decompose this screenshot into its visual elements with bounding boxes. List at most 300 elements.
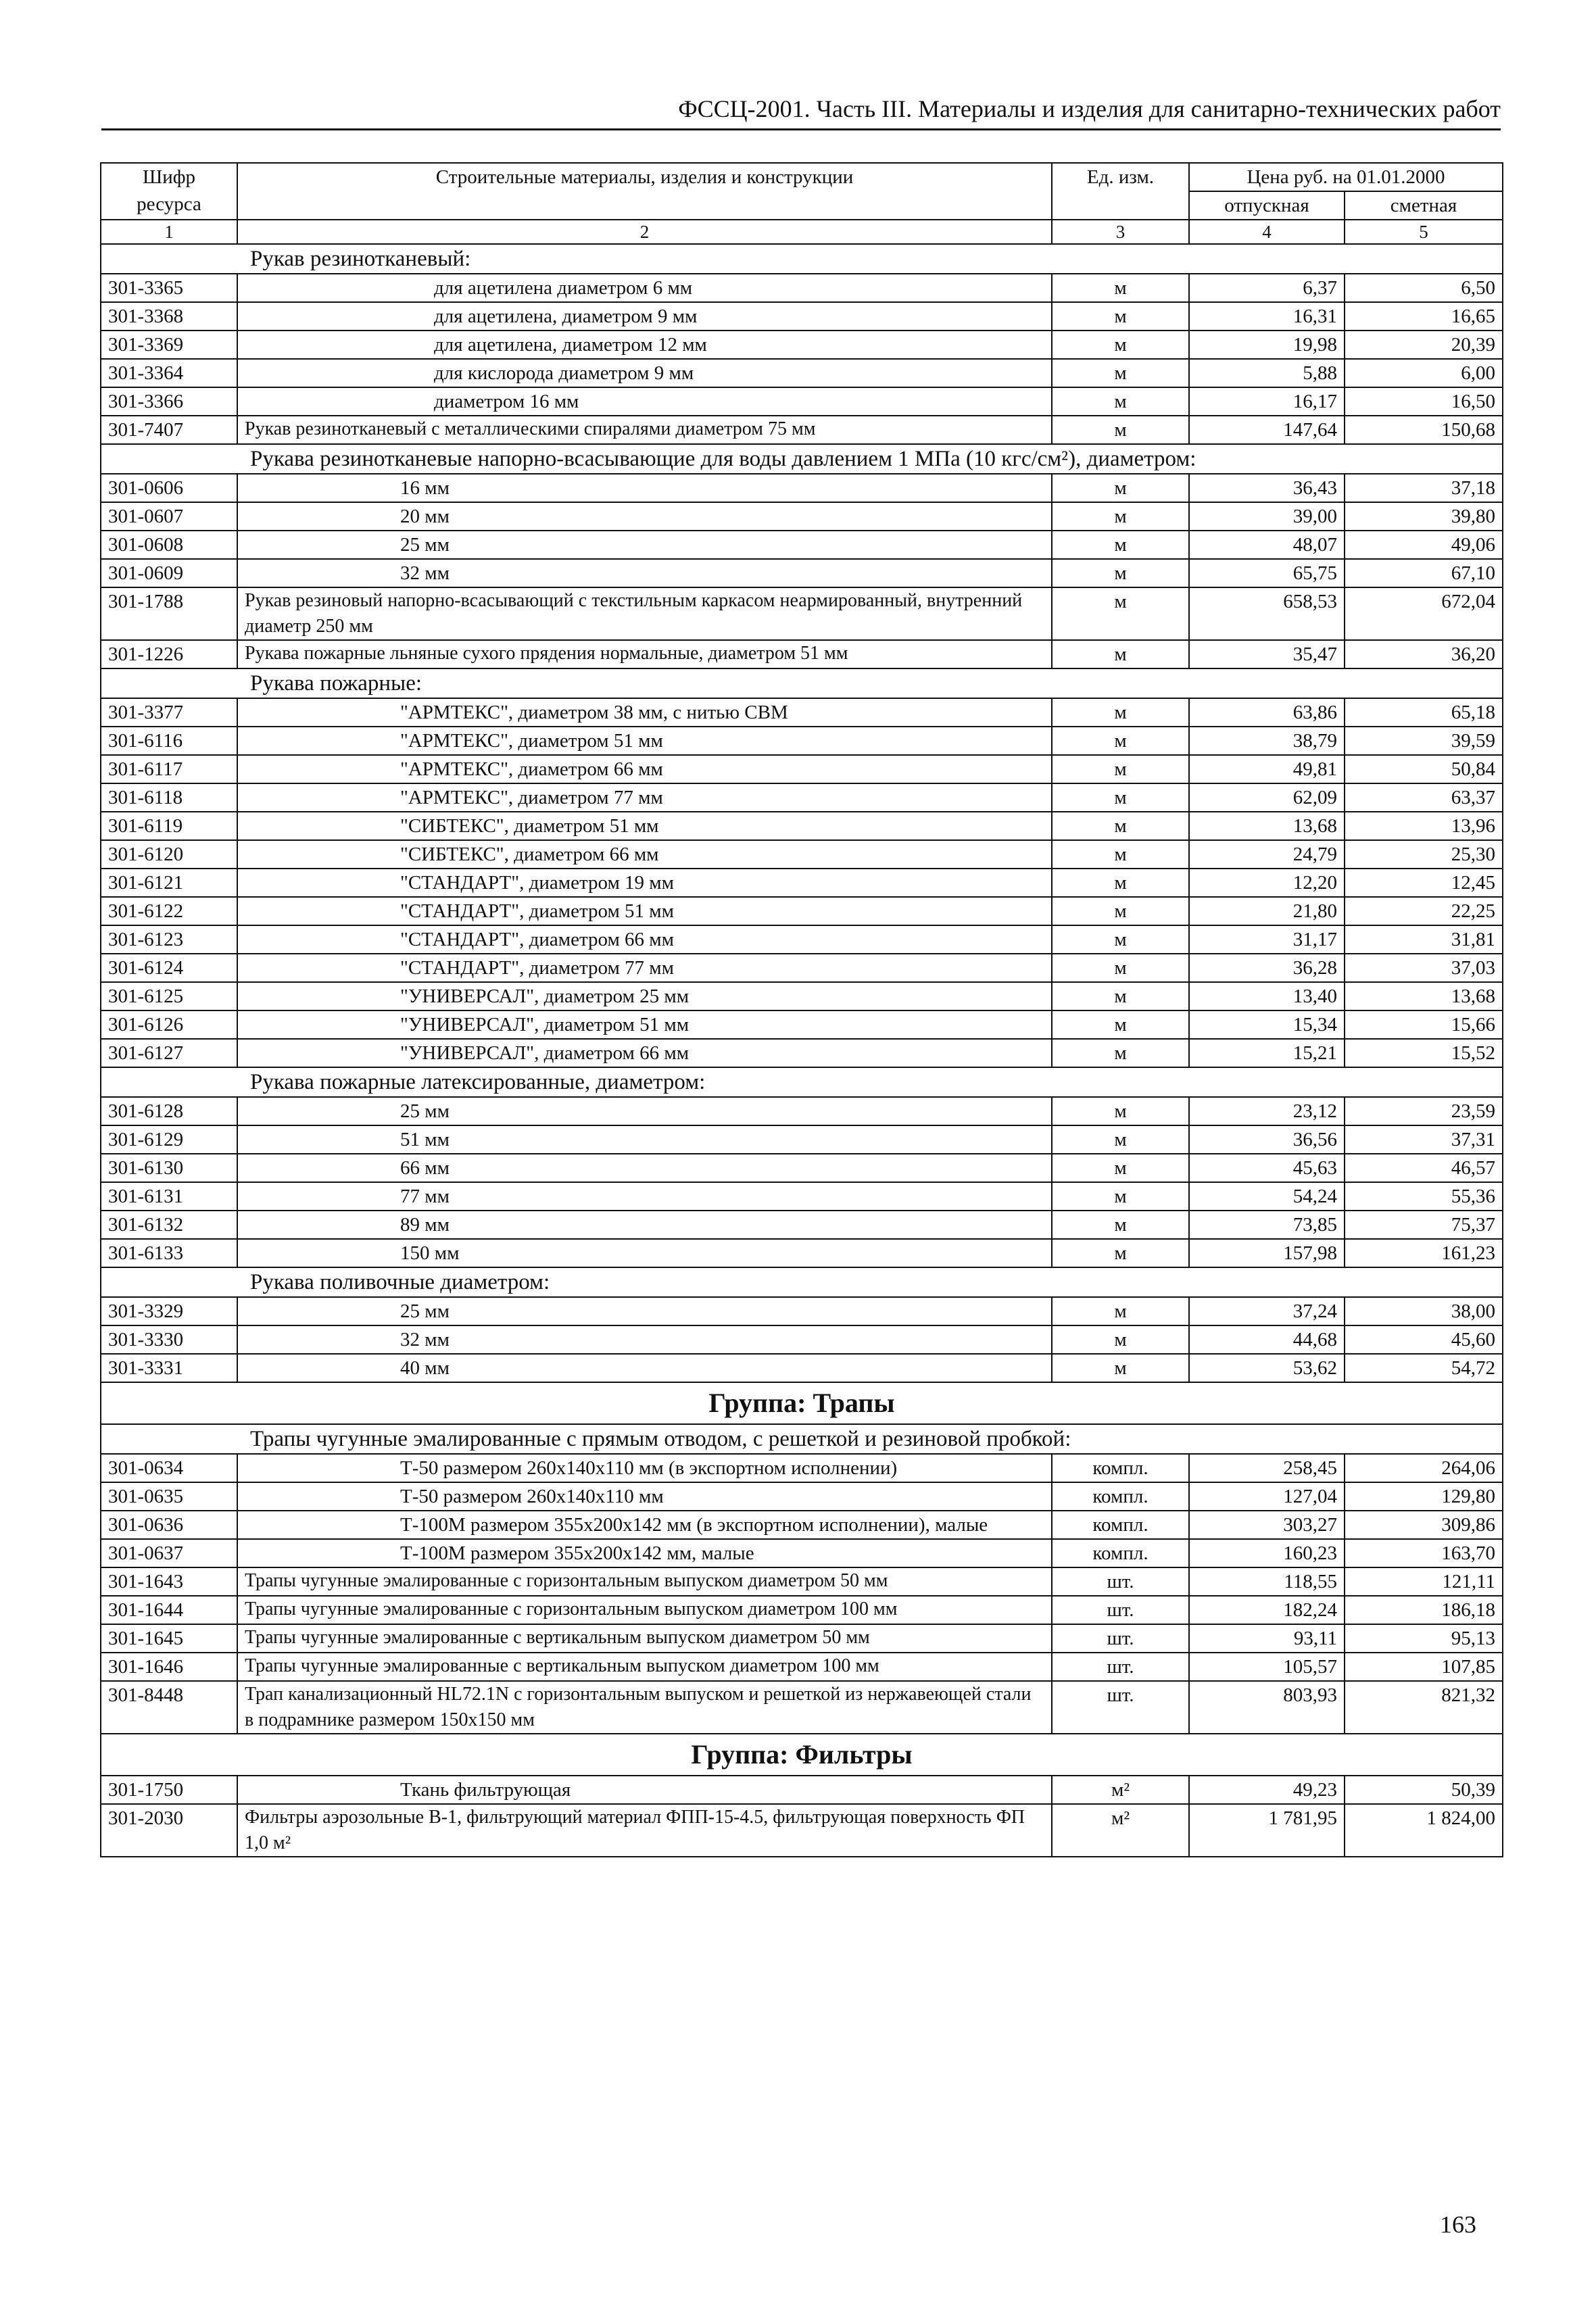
release-price-cell: 127,04 [1189,1482,1345,1511]
estimate-price-cell: 55,36 [1345,1182,1503,1211]
release-price-cell: 73,85 [1189,1211,1345,1239]
material-name-cell: "АРМТЕКС", диаметром 66 мм [237,755,1052,783]
estimate-price-cell: 37,18 [1345,474,1503,502]
material-name-cell: 32 мм [237,1325,1052,1354]
table-row [101,1097,1503,1125]
table-row [101,755,1503,783]
header-code: Шифр ресурса [101,163,237,220]
resource-code-cell: 301-6116 [101,727,237,755]
unit-cell: м² [1052,1804,1189,1857]
unit-cell: шт. [1052,1624,1189,1653]
material-name-cell: "УНИВЕРСАЛ", диаметром 66 мм [237,1039,1052,1067]
unit-cell: м [1052,640,1189,668]
material-name-cell: "УНИВЕРСАЛ", диаметром 25 мм [237,982,1052,1010]
unit-cell: м [1052,869,1189,897]
estimate-price-cell: 65,18 [1345,698,1503,727]
estimate-price-cell: 161,23 [1345,1239,1503,1267]
material-name-cell: Рукава пожарные льняные сухого прядения нормальные, диаметром 51 мм [237,640,1052,668]
release-price-cell: 258,45 [1189,1454,1345,1482]
estimate-price-cell: 15,52 [1345,1039,1503,1067]
unit-cell: м [1052,1010,1189,1039]
material-name-cell: 32 мм [237,559,1052,587]
material-name-cell: Т-50 размером 260x140x110 мм [237,1482,1052,1511]
unit-cell: м [1052,1154,1189,1182]
table-row [101,1681,1503,1734]
estimate-price-cell: 67,10 [1345,559,1503,587]
release-price-cell: 54,24 [1189,1182,1345,1211]
header-unit: Ед. изм. [1052,163,1189,220]
resource-code-cell: 301-8448 [101,1681,237,1734]
estimate-price-cell: 6,00 [1345,359,1503,387]
resource-code-cell: 301-6121 [101,869,237,897]
estimate-price-cell: 50,84 [1345,755,1503,783]
table-row [101,1297,1503,1325]
estimate-price-cell: 39,80 [1345,502,1503,531]
table-row [101,869,1503,897]
table-row [101,897,1503,925]
release-price-cell: 118,55 [1189,1567,1345,1596]
release-price-cell: 147,64 [1189,416,1345,444]
material-name-cell: 25 мм [237,1297,1052,1325]
unit-cell: м [1052,954,1189,982]
material-name-cell: для ацетилена диаметром 6 мм [237,274,1052,302]
material-name-cell: 25 мм [237,1097,1052,1125]
release-price-cell: 63,86 [1189,698,1345,727]
release-price-cell: 49,23 [1189,1776,1345,1804]
group-heading-row [101,1382,1503,1424]
release-price-cell: 13,68 [1189,812,1345,840]
resource-code-cell: 301-6131 [101,1182,237,1211]
estimate-price-cell: 39,59 [1345,727,1503,755]
unit-cell: м [1052,1325,1189,1354]
table-row [101,1354,1503,1382]
unit-cell: м [1052,302,1189,331]
resource-code-cell: 301-0606 [101,474,237,502]
release-price-cell: 1 781,95 [1189,1804,1345,1857]
section-heading: Рукава поливочные диаметром: [101,1267,1503,1297]
section-heading: Рукав резинотканевый: [101,244,1503,274]
release-price-cell: 658,53 [1189,587,1345,640]
material-name-cell: 51 мм [237,1125,1052,1154]
estimate-price-cell: 309,86 [1345,1511,1503,1539]
material-name-cell: 66 мм [237,1154,1052,1182]
unit-cell: м [1052,474,1189,502]
table-row [101,1211,1503,1239]
resource-code-cell: 301-1750 [101,1776,237,1804]
unit-cell: шт. [1052,1596,1189,1624]
unit-cell: м [1052,925,1189,954]
resource-code-cell: 301-1644 [101,1596,237,1624]
estimate-price-cell: 38,00 [1345,1297,1503,1325]
resource-code-cell: 301-6133 [101,1239,237,1267]
unit-cell: м [1052,331,1189,359]
release-price-cell: 49,81 [1189,755,1345,783]
material-name-cell: Трапы чугунные эмалированные с вертикальным выпуском диаметром 100 мм [237,1653,1052,1681]
release-price-cell: 105,57 [1189,1653,1345,1681]
material-name-cell: Фильтры аэрозольные В-1, фильтрующий материал ФПП-15-4.5, фильтрующая поверхность ФП 1,0 м² [237,1804,1052,1857]
table-row [101,1154,1503,1182]
release-price-cell: 15,34 [1189,1010,1345,1039]
unit-cell: м [1052,1182,1189,1211]
resource-code-cell: 301-6123 [101,925,237,954]
estimate-price-cell: 12,45 [1345,869,1503,897]
estimate-price-cell: 31,81 [1345,925,1503,954]
material-name-cell: Рукав резинотканевый с металлическими спиралями диаметром 75 мм [237,416,1052,444]
release-price-cell: 182,24 [1189,1596,1345,1624]
estimate-price-cell: 672,04 [1345,587,1503,640]
resource-code-cell: 301-6129 [101,1125,237,1154]
unit-cell: м [1052,755,1189,783]
table-row [101,1454,1503,1482]
material-name-cell: 40 мм [237,1354,1052,1382]
release-price-cell: 31,17 [1189,925,1345,954]
release-price-cell: 36,28 [1189,954,1345,982]
resource-code-cell: 301-1788 [101,587,237,640]
release-price-cell: 36,56 [1189,1125,1345,1154]
table-row [101,1804,1503,1857]
price-table [100,162,1503,1857]
estimate-price-cell: 25,30 [1345,840,1503,869]
table-row [101,1010,1503,1039]
estimate-price-cell: 37,31 [1345,1125,1503,1154]
release-price-cell: 24,79 [1189,840,1345,869]
section-heading: Рукава резинотканевые напорно-всасывающие для воды давлением 1 МПа (10 кгс/см²), диаметром: [101,444,1503,474]
estimate-price-cell: 20,39 [1345,331,1503,359]
material-name-cell: Трапы чугунные эмалированные с горизонтальным выпуском диаметром 50 мм [237,1567,1052,1596]
release-price-cell: 93,11 [1189,1624,1345,1653]
column-number: 5 [1345,220,1503,244]
unit-cell: м [1052,387,1189,416]
header-rule [101,128,1501,130]
unit-cell: м [1052,840,1189,869]
group-heading: Группа: Фильтры [101,1734,1503,1776]
estimate-price-cell: 54,72 [1345,1354,1503,1382]
unit-cell: м² [1052,1776,1189,1804]
group-heading: Группа: Трапы [101,1382,1503,1424]
unit-cell: м [1052,727,1189,755]
material-name-cell: Т-100М размером 355x200x142 мм, малые [237,1539,1052,1567]
release-price-cell: 12,20 [1189,869,1345,897]
column-number: 2 [237,220,1052,244]
resource-code-cell: 301-6127 [101,1039,237,1067]
release-price-cell: 16,31 [1189,302,1345,331]
resource-code-cell: 301-3368 [101,302,237,331]
column-number: 1 [101,220,237,244]
table-row [101,587,1503,640]
estimate-price-cell: 13,68 [1345,982,1503,1010]
resource-code-cell: 301-0637 [101,1539,237,1567]
table-row [101,1596,1503,1624]
resource-code-cell: 301-0608 [101,531,237,559]
table-row [101,1776,1503,1804]
unit-cell: м [1052,1125,1189,1154]
section-heading: Рукава пожарные латексированные, диаметром: [101,1067,1503,1097]
release-price-cell: 35,47 [1189,640,1345,668]
resource-code-cell: 301-3364 [101,359,237,387]
estimate-price-cell: 75,37 [1345,1211,1503,1239]
resource-code-cell: 301-3377 [101,698,237,727]
unit-cell: м [1052,559,1189,587]
table-row [101,1567,1503,1596]
estimate-price-cell: 45,60 [1345,1325,1503,1354]
unit-cell: компл. [1052,1454,1189,1482]
section-heading-row [101,1267,1503,1297]
material-name-cell: для ацетилена, диаметром 9 мм [237,302,1052,331]
material-name-cell: для ацетилена, диаметром 12 мм [237,331,1052,359]
release-price-cell: 303,27 [1189,1511,1345,1539]
resource-code-cell: 301-1643 [101,1567,237,1596]
estimate-price-cell: 107,85 [1345,1653,1503,1681]
estimate-price-cell: 15,66 [1345,1010,1503,1039]
resource-code-cell: 301-0607 [101,502,237,531]
section-heading: Трапы чугунные эмалированные с прямым отводом, с решеткой и резиновой пробкой: [101,1424,1503,1454]
material-name-cell: Ткань фильтрующая [237,1776,1052,1804]
unit-cell: м [1052,502,1189,531]
table-row [101,698,1503,727]
release-price-cell: 160,23 [1189,1539,1345,1567]
resource-code-cell: 301-0634 [101,1454,237,1482]
material-name-cell: "СТАНДАРТ", диаметром 51 мм [237,897,1052,925]
section-heading-row [101,1067,1503,1097]
release-price-cell: 16,17 [1189,387,1345,416]
material-name-cell: 150 мм [237,1239,1052,1267]
material-name-cell: 20 мм [237,502,1052,531]
material-name-cell: "СТАНДАРТ", диаметром 66 мм [237,925,1052,954]
unit-cell: м [1052,698,1189,727]
table-row [101,1511,1503,1539]
release-price-cell: 6,37 [1189,274,1345,302]
header-price: Цена руб. на 01.01.2000 [1189,163,1503,191]
unit-cell: м [1052,1354,1189,1382]
material-name-cell: 77 мм [237,1182,1052,1211]
release-price-cell: 37,24 [1189,1297,1345,1325]
estimate-price-cell: 46,57 [1345,1154,1503,1182]
section-heading-row [101,244,1503,274]
release-price-cell: 44,68 [1189,1325,1345,1354]
resource-code-cell: 301-6130 [101,1154,237,1182]
estimate-price-cell: 16,50 [1345,387,1503,416]
unit-cell: компл. [1052,1511,1189,1539]
resource-code-cell: 301-6118 [101,783,237,812]
group-heading-row [101,1734,1503,1776]
resource-code-cell: 301-6128 [101,1097,237,1125]
estimate-price-cell: 23,59 [1345,1097,1503,1125]
table-row [101,359,1503,387]
estimate-price-cell: 49,06 [1345,531,1503,559]
table-row [101,1653,1503,1681]
estimate-price-cell: 129,80 [1345,1482,1503,1511]
release-price-cell: 45,63 [1189,1154,1345,1182]
resource-code-cell: 301-3369 [101,331,237,359]
unit-cell: шт. [1052,1653,1189,1681]
material-name-cell: "АРМТЕКС", диаметром 38 мм, с нитью СВМ [237,698,1052,727]
resource-code-cell: 301-3330 [101,1325,237,1354]
header-name: Строительные материалы, изделия и конструкции [237,163,1052,220]
estimate-price-cell: 186,18 [1345,1596,1503,1624]
release-price-cell: 21,80 [1189,897,1345,925]
table-row [101,274,1503,302]
unit-cell: м [1052,274,1189,302]
table-row [101,502,1503,531]
table-row [101,387,1503,416]
unit-cell: м [1052,1297,1189,1325]
resource-code-cell: 301-2030 [101,1804,237,1857]
release-price-cell: 36,43 [1189,474,1345,502]
material-name-cell: "АРМТЕКС", диаметром 77 мм [237,783,1052,812]
table-row [101,727,1503,755]
table-row [101,783,1503,812]
release-price-cell: 65,75 [1189,559,1345,587]
release-price-cell: 803,93 [1189,1681,1345,1734]
table-row [101,474,1503,502]
resource-code-cell: 301-1646 [101,1653,237,1681]
unit-cell: м [1052,1039,1189,1067]
estimate-price-cell: 1 824,00 [1345,1804,1503,1857]
table-row [101,1482,1503,1511]
table-row [101,982,1503,1010]
unit-cell: м [1052,416,1189,444]
unit-cell: м [1052,531,1189,559]
material-name-cell: 89 мм [237,1211,1052,1239]
resource-code-cell: 301-3366 [101,387,237,416]
table-row [101,1039,1503,1067]
release-price-cell: 39,00 [1189,502,1345,531]
material-name-cell: диаметром 16 мм [237,387,1052,416]
estimate-price-cell: 36,20 [1345,640,1503,668]
material-name-cell: Рукав резиновый напорно-всасывающий с текстильным каркасом неармированный, внутренний диаметр 250 мм [237,587,1052,640]
column-number: 3 [1052,220,1189,244]
release-price-cell: 53,62 [1189,1354,1345,1382]
material-name-cell: Трапы чугунные эмалированные с горизонтальным выпуском диаметром 100 мм [237,1596,1052,1624]
release-price-cell: 48,07 [1189,531,1345,559]
resource-code-cell: 301-6125 [101,982,237,1010]
material-name-cell: Т-50 размером 260x140x110 мм (в экспортном исполнении) [237,1454,1052,1482]
resource-code-cell: 301-0635 [101,1482,237,1511]
table-row [101,1539,1503,1567]
table-row [101,812,1503,840]
page-header: ФССЦ-2001. Часть III. Материалы и изделия для санитарно-технических работ [678,95,1501,122]
material-name-cell: "СТАНДАРТ", диаметром 77 мм [237,954,1052,982]
material-name-cell: Трап канализационный HL72.1N с горизонтальным выпуском и решеткой из нержавеющей стали в подрамнике размером 150x150 мм [237,1681,1052,1734]
material-name-cell: Трапы чугунные эмалированные с вертикальным выпуском диаметром 50 мм [237,1624,1052,1653]
table-row [101,531,1503,559]
release-price-cell: 5,88 [1189,359,1345,387]
page-number: 163 [1440,2211,1476,2238]
section-heading: Рукава пожарные: [101,668,1503,698]
unit-cell: шт. [1052,1681,1189,1734]
resource-code-cell: 301-1645 [101,1624,237,1653]
resource-code-cell: 301-6124 [101,954,237,982]
resource-code-cell: 301-6122 [101,897,237,925]
unit-cell: м [1052,1211,1189,1239]
material-name-cell: "СТАНДАРТ", диаметром 19 мм [237,869,1052,897]
resource-code-cell: 301-3331 [101,1354,237,1382]
release-price-cell: 157,98 [1189,1239,1345,1267]
table-row [101,640,1503,668]
section-heading-row [101,444,1503,474]
estimate-price-cell: 821,32 [1345,1681,1503,1734]
release-price-cell: 19,98 [1189,331,1345,359]
header-price-estimate: сметная [1345,191,1503,220]
table-row [101,1125,1503,1154]
estimate-price-cell: 16,65 [1345,302,1503,331]
estimate-price-cell: 22,25 [1345,897,1503,925]
estimate-price-cell: 13,96 [1345,812,1503,840]
unit-cell: м [1052,359,1189,387]
unit-cell: м [1052,812,1189,840]
column-number: 4 [1189,220,1345,244]
release-price-cell: 23,12 [1189,1097,1345,1125]
table-row [101,416,1503,444]
table-row [101,1624,1503,1653]
material-name-cell: для кислорода диаметром 9 мм [237,359,1052,387]
table-row [101,954,1503,982]
unit-cell: м [1052,1097,1189,1125]
material-name-cell: "СИБТЕКС", диаметром 51 мм [237,812,1052,840]
table-row [101,559,1503,587]
estimate-price-cell: 6,50 [1345,274,1503,302]
material-name-cell: Т-100М размером 355x200x142 мм (в экспортном исполнении), малые [237,1511,1052,1539]
estimate-price-cell: 121,11 [1345,1567,1503,1596]
resource-code-cell: 301-0609 [101,559,237,587]
resource-code-cell: 301-0636 [101,1511,237,1539]
table-row [101,1239,1503,1267]
material-name-cell: "СИБТЕКС", диаметром 66 мм [237,840,1052,869]
section-heading-row [101,668,1503,698]
resource-code-cell: 301-6119 [101,812,237,840]
resource-code-cell: 301-6126 [101,1010,237,1039]
unit-cell: м [1052,587,1189,640]
unit-cell: м [1052,783,1189,812]
material-name-cell: "УНИВЕРСАЛ", диаметром 51 мм [237,1010,1052,1039]
resource-code-cell: 301-1226 [101,640,237,668]
material-name-cell: 25 мм [237,531,1052,559]
unit-cell: м [1052,982,1189,1010]
table-row [101,302,1503,331]
release-price-cell: 13,40 [1189,982,1345,1010]
table-row [101,1182,1503,1211]
material-name-cell: 16 мм [237,474,1052,502]
header-price-release: отпускная [1189,191,1345,220]
release-price-cell: 15,21 [1189,1039,1345,1067]
material-name-cell: "АРМТЕКС", диаметром 51 мм [237,727,1052,755]
estimate-price-cell: 63,37 [1345,783,1503,812]
resource-code-cell: 301-3329 [101,1297,237,1325]
section-heading-row [101,1424,1503,1454]
resource-code-cell: 301-6120 [101,840,237,869]
table-row [101,925,1503,954]
resource-code-cell: 301-7407 [101,416,237,444]
resource-code-cell: 301-6132 [101,1211,237,1239]
release-price-cell: 62,09 [1189,783,1345,812]
estimate-price-cell: 50,39 [1345,1776,1503,1804]
table-row [101,840,1503,869]
unit-cell: м [1052,1239,1189,1267]
estimate-price-cell: 95,13 [1345,1624,1503,1653]
resource-code-cell: 301-6117 [101,755,237,783]
estimate-price-cell: 163,70 [1345,1539,1503,1567]
estimate-price-cell: 37,03 [1345,954,1503,982]
unit-cell: шт. [1052,1567,1189,1596]
estimate-price-cell: 264,06 [1345,1454,1503,1482]
unit-cell: компл. [1052,1539,1189,1567]
table-row [101,331,1503,359]
estimate-price-cell: 150,68 [1345,416,1503,444]
unit-cell: м [1052,897,1189,925]
unit-cell: компл. [1052,1482,1189,1511]
table-row [101,1325,1503,1354]
release-price-cell: 38,79 [1189,727,1345,755]
